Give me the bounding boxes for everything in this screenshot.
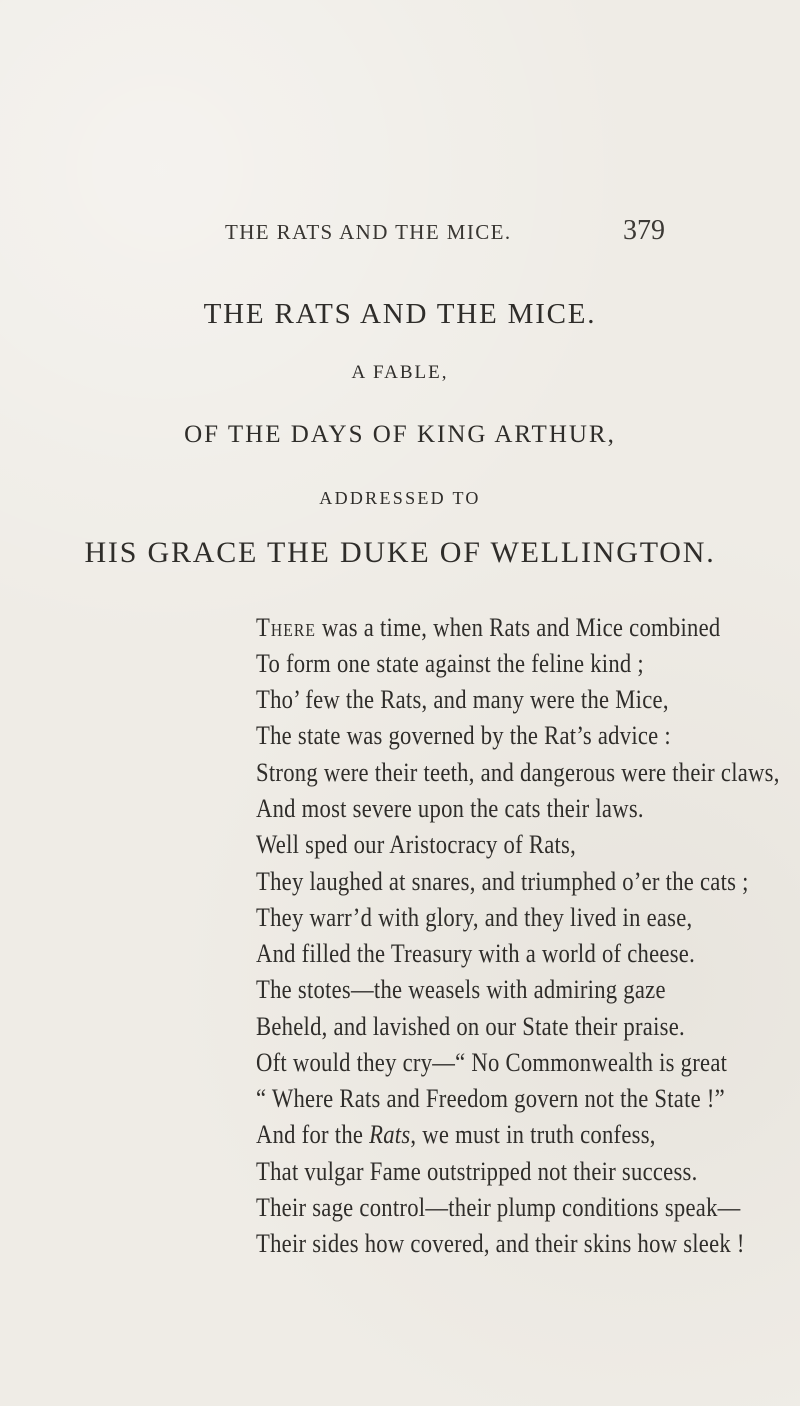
verse-text: “ Where Rats and Freedom govern not the State !”	[256, 1084, 725, 1113]
verse-line	[256, 829, 576, 861]
verse-line	[256, 720, 671, 752]
verse-text: Their sides how covered, and their skins how sleek !	[256, 1229, 745, 1258]
page-number: 379	[623, 215, 665, 246]
verse-text: They laughed at snares, and triumphed o’er the cats ;	[256, 867, 749, 896]
verse-text: Oft would they cry—“ No Commonwealth is great	[256, 1048, 728, 1077]
verse-line	[256, 902, 692, 934]
verse-text: The state was governed by the Rat’s advice :	[256, 721, 671, 750]
verse-text: They warr’d with glory, and they lived in ease,	[256, 903, 693, 932]
verse-text: , we must in truth confess,	[410, 1120, 656, 1149]
addressed-line: ADDRESSED TO	[319, 488, 481, 508]
poem-subtitle: A FABLE,	[351, 362, 449, 383]
verse-emphasis: Rats	[369, 1120, 411, 1149]
verse-line	[256, 1011, 685, 1043]
verse-text: That vulgar Fame outstripped not their success.	[256, 1157, 698, 1186]
verse-line	[256, 974, 666, 1006]
verse-prefix: And for the	[256, 1120, 370, 1149]
verse-line	[256, 1083, 725, 1115]
verse-line	[256, 1192, 741, 1224]
running-title: THE RATS AND THE MICE.	[225, 220, 512, 244]
verse-text: And filled the Treasury with a world of cheese.	[256, 939, 696, 968]
verse-line	[256, 1119, 656, 1151]
title-block	[0, 300, 800, 568]
verse-text: Beheld, and lavished on our State their praise.	[256, 1012, 685, 1041]
verse-text: Tho’ few the Rats, and many were the Mice,	[256, 685, 669, 714]
verse-text: Strong were their teeth, and dangerous were their claws,	[256, 758, 780, 787]
verse-text: Well sped our Aristocracy of Rats,	[256, 830, 577, 859]
verse-line	[256, 757, 780, 789]
verse-line	[256, 1228, 745, 1260]
verse-line	[256, 1156, 698, 1188]
poem-title: THE RATS AND THE MICE.	[203, 298, 597, 330]
verse-text: was a time, when Rats and Mice combined	[315, 613, 721, 642]
verse-line	[256, 1047, 727, 1079]
verse-line	[256, 648, 644, 680]
era-line: OF THE DAYS OF KING ARTHUR,	[184, 421, 616, 448]
dedicatee-line: HIS GRACE THE DUKE OF WELLINGTON.	[84, 536, 716, 569]
verse-line	[256, 866, 749, 898]
running-head	[225, 215, 665, 250]
verse-line	[256, 793, 644, 825]
verse-text: Their sage control—their plump conditions speak—	[256, 1193, 741, 1222]
verse-text: The stotes—the weasels with admiring gaze	[256, 975, 666, 1004]
verse-line	[256, 684, 669, 716]
verse-line	[256, 612, 720, 644]
verse-line	[256, 938, 695, 970]
verse-opening-word: There	[256, 613, 316, 642]
verse-text: To form one state against the feline kind ;	[256, 649, 644, 678]
verse-text: And most severe upon the cats their laws.	[256, 794, 644, 823]
